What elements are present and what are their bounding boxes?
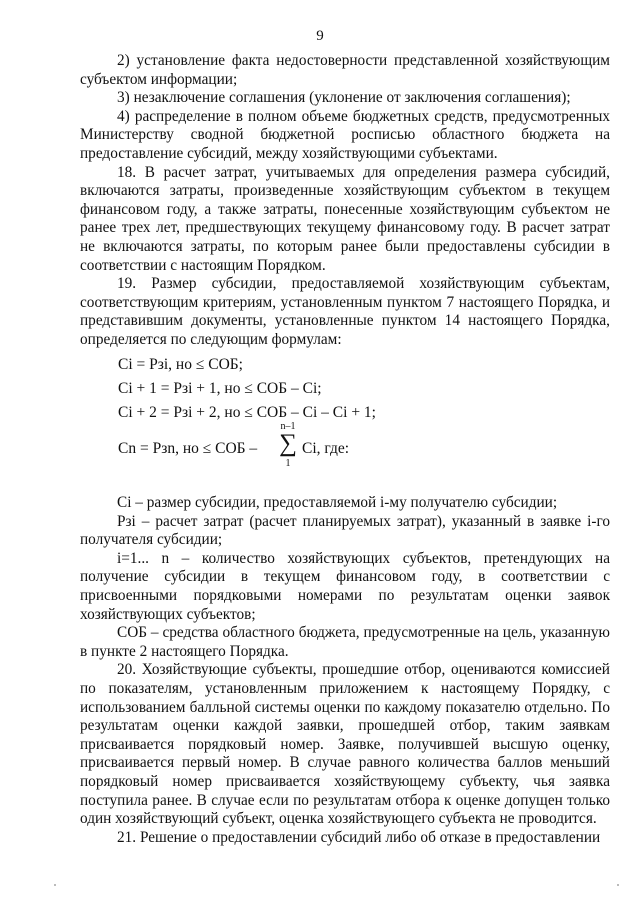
formula-2: Ci + 1 = Pзi + 1, но ≤ СОБ – Ci; (118, 380, 322, 397)
paragraph-19: 19. Размер субсидии, предоставляемой хозяйствующим субъектам, соответствующим критериям, установленным пунктом 7 настоящего Порядка, и представившим документы, установленные пунктом 14 настоящего Порядка, определяется по следующим формулам: (80, 275, 610, 348)
summation-sign (277, 422, 299, 470)
definition-i: i=1... n – количество хозяйствующих субъектов, претендующих на получение субсидии в текущем финансовом году, в соответствии с присвоенными порядковыми номерами по результатам оценки заявок хозяйствующих субъектов; (80, 549, 610, 623)
paragraph: 3) незаключение соглашения (уклонение от заключения соглашения); (117, 89, 571, 107)
definition-sob: СОБ – средства областного бюджета, предусмотренные на цель, указанную в пункте 2 настоящего Порядка. (80, 624, 610, 660)
scan-mark (54, 884, 56, 886)
body-text-lower (80, 494, 610, 847)
definition-pzi: Pзi – расчет затрат (расчет планируемых затрат), указанный в заявке i-го получателя субсидии; (80, 512, 610, 549)
paragraph: 4) распределение в полном объеме бюджетных средств, предусмотренных Министерству сводной бюджетной росписью областного бюджета на предоставление субсидий, между хозяйствующими субъектами. (80, 107, 610, 162)
page-number: 9 (316, 28, 324, 44)
formula-4-right: Ci, где: (302, 440, 350, 457)
paragraph-18: 18. В расчет затрат, учитываемых для определения размера субсидий, включаются затраты, произведенные хозяйствующим субъектом в текущем финансовом году, а также затраты, понесенные хозяйствующим субъектом не ранее трех лет, предшествующих текущему финансовому году. В расчет затрат не включаются затраты, по которым ранее были предоставлены субсидии в соответствии с настоящим Порядком. (80, 163, 610, 274)
definition-ci: Ci – размер субсидии, предоставляемой i-му получателю субсидии; (117, 494, 558, 511)
paragraph: 2) установление факта недостоверности представленной хозяйствующим субъектом информации; (80, 52, 610, 88)
summation-upper-limit: n–1 (280, 421, 296, 432)
formula-4-left: Cn = Pзn, но ≤ СОБ – (118, 440, 258, 457)
paragraph-20: 20. Хозяйствующие субъекты, прошедшие отбор, оцениваются комиссией по показателям, установленным приложением к настоящему Порядку, с использованием балльной системы оценки по каждому показателю отдельно. По результатам оценки каждой заявки, прошедшей отбор, таким заявкам присваивается порядковый номер. Заявке, получившей высшую оценку, присваивается первый номер. В случае равного количества баллов меньший порядковый номер присваивается хозяйствующему субъекту, чья заявка поступила ранее. В случае если по результатам отбора к оценке допущен только один хозяйствующий субъект, оценка хозяйствующего субъекта не проводится. (80, 661, 610, 828)
sigma-symbol: ∑ (279, 430, 297, 457)
scan-mark (617, 884, 619, 886)
body-text-upper (80, 52, 610, 350)
summation-lower-limit: 1 (285, 458, 291, 469)
paragraph-21: 21. Решение о предоставлении субсидий либо об отказе в предоставлении (117, 828, 601, 846)
formula-3: Ci + 2 = Pзi + 2, но ≤ СОБ – Ci – Ci + 1; (118, 404, 376, 421)
formula-1: Ci = Pзi, но ≤ СОБ; (118, 356, 243, 373)
